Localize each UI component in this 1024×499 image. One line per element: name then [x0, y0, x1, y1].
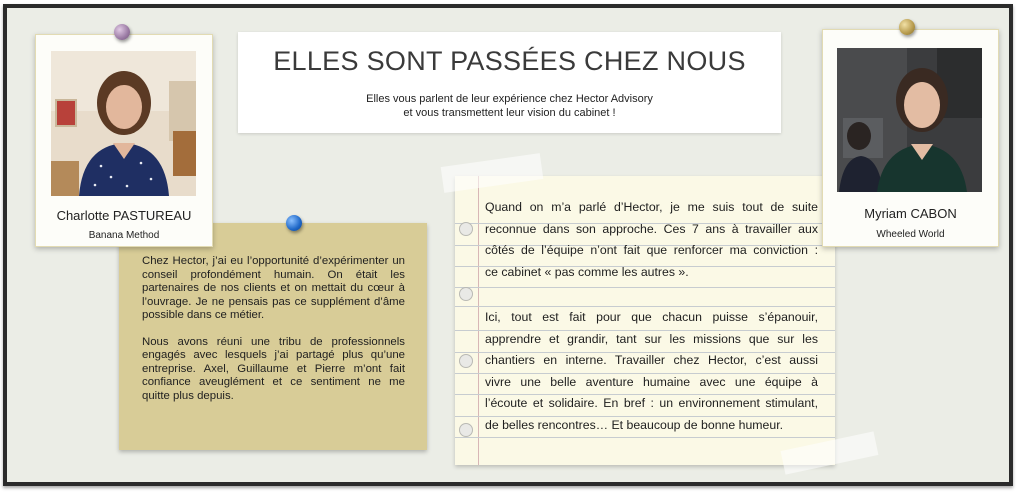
- paper-rule: [455, 306, 835, 307]
- title-card: [238, 32, 781, 133]
- subtitle-line-2: et vous transmettent leur vision du cabinet !: [403, 107, 616, 119]
- paper-rule: [455, 394, 835, 395]
- paper-line: vivre une belle aventure humaine avec une équipe à: [485, 375, 818, 389]
- binder-hole: [459, 222, 473, 236]
- binder-hole: [459, 354, 473, 368]
- paper-rule: [455, 437, 835, 438]
- profile-card-charlotte: [35, 34, 213, 247]
- page-subtitle: [238, 92, 781, 120]
- profile-card-myriam: [822, 29, 999, 247]
- note-paragraph: Nous avons réuni une tribu de professionnels engagés avec lesquels j’ai partagé plus qu’une entreprise. Axel, Guillaume et Pierre m’ont fait confiance aveuglément et ce sentiment ne me quitte plus depuis.: [142, 335, 405, 402]
- paper-rule: [455, 373, 835, 374]
- testimonial-paper-myriam: [455, 176, 835, 465]
- profile-name: Myriam CABON: [864, 206, 957, 221]
- push-pin-blue: [286, 215, 302, 231]
- paper-line: ce cabinet « pas comme les autres ».: [485, 265, 689, 279]
- note-paragraph: Chez Hector, j’ai eu l’opportunité d’expérimenter un conseil profondément humain. On était les partenaires de nos clients et on mettait du cœur à l’ouvrage. Je ne pensais pas ce supplément d’âme possible dans ce métier.: [142, 255, 405, 321]
- paper-line: l’écoute et solidaire. En bref : un environnement stimulant,: [485, 396, 818, 410]
- paper-line: apprendre et grandir, tant sur les missions que sur les: [485, 332, 818, 346]
- paper-line: Ici, tout est fait pour que chacun puisse s’épanouir,: [485, 310, 818, 324]
- profile-company: Wheeled World: [876, 229, 945, 240]
- paper-line: de belles rencontres… Et beaucoup de bonne humeur.: [485, 418, 784, 432]
- portrait-image: [51, 51, 196, 196]
- paper-line: côtés de l’équipe n’ont fait que renforcer ma conviction :: [485, 243, 818, 257]
- paper-rule: [455, 287, 835, 288]
- testimonial-note-charlotte: [119, 223, 427, 450]
- profile-name: Charlotte PASTUREAU: [56, 208, 192, 223]
- binder-hole: [459, 423, 473, 437]
- portrait-image: [837, 48, 982, 192]
- profile-company: Banana Method: [88, 230, 160, 241]
- paper-line: Quand on m’a parlé d’Hector, je me suis tout de suite: [485, 200, 818, 214]
- push-pin-purple: [114, 24, 130, 40]
- portrait-photo-charlotte: [51, 51, 196, 196]
- paper-line: reconnue dans son approche. Ces 7 ans à travailler aux: [485, 222, 818, 236]
- subtitle-line-1: Elles vous parlent de leur expérience chez Hector Advisory: [366, 93, 653, 105]
- paper-rule: [455, 330, 835, 331]
- paper-rule: [455, 416, 835, 417]
- page-title: ELLES SONT PASSÉES CHEZ NOUS: [273, 46, 746, 76]
- portrait-photo-myriam: [837, 48, 982, 192]
- paper-line: chantiers en interne. Travailler chez Hector, c’est aussi: [485, 353, 818, 367]
- paper-margin-line: [478, 176, 479, 465]
- push-pin-gold: [899, 19, 915, 35]
- binder-hole: [459, 287, 473, 301]
